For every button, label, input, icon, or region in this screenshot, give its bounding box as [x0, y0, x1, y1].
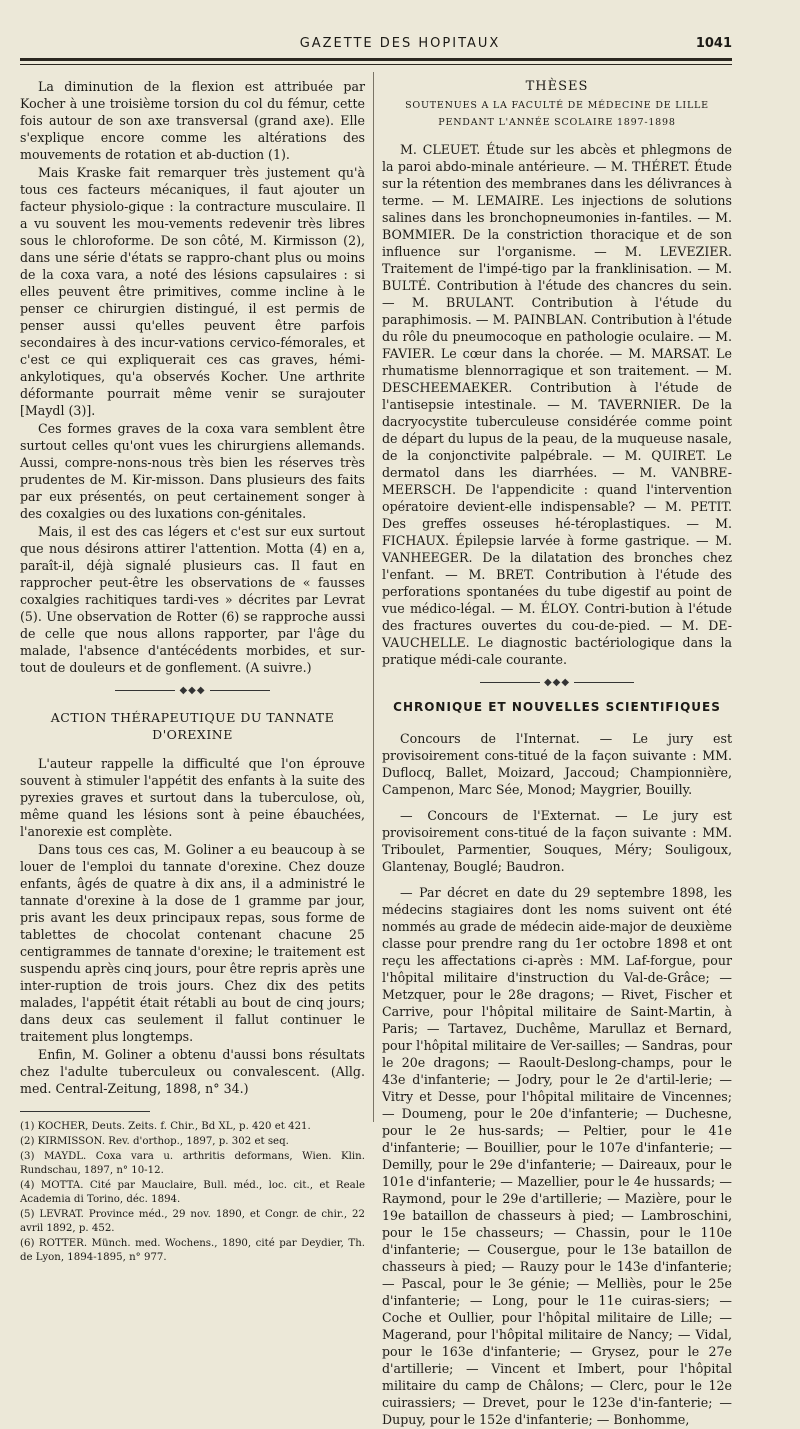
footnote: (3) MAYDL. Coxa vara u. arthritis deformans, Wien. Klin. Rundschau, 1897, n° 10-12. [20, 1151, 365, 1176]
paragraph: Mais, il est des cas légers et c'est sur eux surtout que nous désirons attirer l'attention. Motta (4) en a, paraît-il, déjà signalé plusieurs cas. Il faut en rapprocher peut-être les observations de « fausses coxalgies rachitiques tardi-ves » décrites par Levrat (5). Une observation de Rotter (6) se rapproche aussi de celle que nous allons rapporter, par l'âge du malade, l'absence d'antécédents morbides, et sur-tout de douleurs et de gonflement. (A suivre.) [20, 524, 365, 675]
page-number: 1041 [695, 36, 732, 51]
left-column [20, 78, 365, 1266]
paragraph: — Concours de l'Externat. — Le jury est provisoirement cons-titué de la façon suivante : MM. Triboulet, Parmentier, Souques, Méry; Souligoux, Glantenay, Bouglé; Baudron. [382, 808, 732, 874]
column-divider [373, 72, 374, 1122]
section-ornament: ◆◆◆ [382, 674, 732, 691]
section-title-chronique: CHRONIQUE ET NOUVELLES SCIENTIFIQUES [393, 700, 721, 714]
footnote: (5) LEVRAT. Province méd., 29 nov. 1890, et Congr. de chir., 22 avril 1892, p. 452. [20, 1209, 365, 1234]
footnote: (2) KIRMISSON. Rev. d'orthop., 1897, p. 302 et seq. [20, 1136, 289, 1147]
journal-title: GAZETTE DES HOPITAUX [299, 36, 501, 51]
paragraph: — Par décret en date du 29 septembre 1898, les médecins stagiaires dont les noms suivent ont été nommés au grade de médecin aide-major de deuxième classe pour prendre rang du 1er octobre 1898 et ont reçu les affectations ci-après : MM. Laf-forgue, pour l'hôpital militaire d'instruction du Val-de-Grâce; — Metzquer, pour le 28e dragons; — Rivet, Fischer et Carrive, pour l'hôpital militaire de Saint-Martin, à Paris; — Tartavez, Duchême, Marullaz et Bernard, pour l'hôpital militaire de Ver-sailles; — Sandras, pour le 20e dragons; — Raoult-Deslong-champs, pour le 43e d'infanterie; — Jodry, pour le 2e d'artil-lerie; — Vitry et Desse, pour l'hôpital militaire de Vincennes; — Doumeng, pour le 20e d'infanterie; — Duchesne, pour le 2e hus-sards; — Peltier, pour le 41e d'infanterie; — Bouillier, pour le 107e d'infanterie; — Demilly, pour le 29e d'infanterie; — Daireaux, pour le 101e d'infanterie; — Mazellier, pour le 4e hussards; — Raymond, pour le 29e d'artillerie; — Mazière, pour le 19e bataillon de chasseurs à pied; — Lambroschini, pour le 15e chasseurs; — Chassin, pour le 110e d'infanterie; — Cousergue, pour le 13e bataillon de chasseurs à pied; — Rauzy pour le 143e d'infanterie; — Pascal, pour le 3e génie; — Melliès, pour le 25e d'infanterie; — Long, pour le 11e cuiras-siers; — Coche et Oullier, pour l'hôpital militaire de Lille; — Magerand, pour l'hôpital militaire de Nancy; — Vidal, pour le 163e d'infanterie; — Grysez, pour le 27e d'artillerie; — Vincent et Imbert, pour l'hôpital militaire du camp de Châlons; — Clerc, pour le 12e cuirassiers; — Drevet, pour le 123e d'in-fanterie; — Dupuy, pour le 152e d'infanterie; — Bonhomme, [382, 885, 732, 1427]
theses-subtitle: PENDANT L'ANNÉE SCOLAIRE 1897-1898 [438, 117, 676, 128]
section-ornament: ◆◆◆ [20, 682, 365, 699]
paragraph: La diminution de la flexion est attribuée par Kocher à une troisième torsion du col du fémur, cette fois autour de son axe transversal (grand axe). Elle s'explique encore comme les altérations des mouvements de rotation et ab-duction (1). [20, 79, 365, 162]
theses-subtitle: SOUTENUES A LA FACULTÉ DE MÉDECINE DE LILLE [405, 100, 709, 111]
footnotes-rule [20, 1111, 150, 1112]
theses-title: THÈSES [525, 79, 589, 94]
right-column [382, 78, 732, 1429]
footnote: (6) ROTTER. Münch. med. Wochens., 1890, cité par Deydier, Th. de Lyon, 1894-1895, n° 977. [20, 1238, 365, 1263]
paragraph: Dans tous ces cas, M. Goliner a eu beaucoup à se louer de l'emploi du tannate d'orexine. Chez douze enfants, âgés de quatre à dix ans, il a administré le tannate d'orexine à la dose de 1 gramme par jour, pris avant les deux principaux repas, sous forme de tablettes de chocolat contenant chacune 25 centigrammes de tannate d'orexine; le traitement est suspendu après cinq jours, pour être repris après une inter-ruption de trois jours. Chez dix des petits malades, l'appétit était rétabli au bout de cinq jours; dans deux cas seulement il fallut continuer le traitement plus longtemps. [20, 842, 365, 1044]
footnote: (1) KOCHER, Deuts. Zeits. f. Chir., Bd XL, p. 420 et 421. [20, 1121, 311, 1132]
paragraph: Ces formes graves de la coxa vara semblent être surtout celles qu'ont vues les chirurgiens allemands. Aussi, compre-nons-nous très bien les réserves très prudentes de M. Kir-misson. Dans plusieurs des faits par eux présentés, on peut certainement songer à des coxalgies ou des luxations con-génitales. [20, 421, 365, 521]
paragraph: L'auteur rappelle la difficulté que l'on éprouve souvent à stimuler l'appétit des enfants à la suite des pyrexies graves et surtout dans la tuberculose, où, même quand les lésions sont à peine ébauchées, l'anorexie est complète. [20, 756, 365, 839]
paragraph: Mais Kraske fait remarquer très justement qu'à tous ces facteurs mécaniques, il faut ajouter un facteur physiolo-gique : la contracture musculaire. Il a vu souvent les mou-vements redevenir très libres sous le chloroforme. De son côté, M. Kirmisson (2), dans une série d'états se rappro-chant plus ou moins de la coxa vara, a noté des lésions capsulaires : si elles peuvent être primitives, comme incline à le penser ce chirurgien distingué, il est permis de penser aussi qu'elles peuvent être parfois secondaires à des incur-vations cervico-fémorales, et c'est ce qui expliquerait ces cas graves, hémi-ankylotiques, qu'a observés Kocher. Une arthrite déformante pourrait même venir se surajouter [Maydl (3)]. [20, 165, 365, 418]
section-title-orexine: ACTION THÉRAPEUTIQUE DU TANNATE D'OREXINE [50, 710, 335, 742]
paragraph: Concours de l'Internat. — Le jury est provisoirement cons-titué de la façon suivante : MM. Duflocq, Ballet, Moizard, Jaccoud; Championnière, Campenon, Marc Sée, Monod; Maygrier, Bouilly. [382, 731, 732, 797]
page-header [0, 30, 800, 60]
paragraph: Enfin, M. Goliner a obtenu d'aussi bons résultats chez l'adulte tuberculeux ou convalescent. (Allg. med. Central-Zeitung, 1898, n° 34.) [20, 1047, 365, 1096]
header-rule-thin [20, 64, 732, 65]
footnote: (4) MOTTA. Cité par Mauclaire, Bull. méd., loc. cit., et Reale Academia di Torino, déc. 1894. [20, 1180, 365, 1205]
theses-list: M. CLEUET. Étude sur les abcès et phlegmons de la paroi abdo-minale antérieure. — M. THÉRET. Étude sur la rétention des membranes dans les délivrances à terme. — M. LEMAIRE. Les injections de solutions salines dans les bronchopneumonies in-fantiles. — M. BOMMIER. De la constriction thoracique et de son influence sur l'organisme. — M. LEVEZIER. Traitement de l'impé-tigo par la franklinisation. — M. BULTÉ. Contribution à l'étude des chancres du sein. — M. BRULANT. Contribution à l'étude du paraphimosis. — M. PAINBLAN. Contribution à l'étude du rôle du pneumocoque en pathologie oculaire. — M. FAVIER. Le cœur dans la chorée. — M. MARSAT. Le rhumatisme blennorragique et son traitement. — M. DESCHEEMAEKER. Contribution à l'étude de l'antisepsie intestinale. — M. TAVERNIER. De la dacryocystite tuberculeuse considérée comme point de départ du lupus de la peau, de la muqueuse nasale, de la conjonctivite palpébrale. — M. QUIRET. Le dermatol dans les diarrhées. — M. VANBRE-MEERSCH. De l'appendicite : quand l'intervention opératoire devient-elle indispensable? — M. PETIT. Des greffes osseuses hé-téroplastiques. — M. FICHAUX. Épilepsie larvée à forme gastrique. — M. VANHEEGER. De la dilatation des bronches chez l'enfant. — M. BRET. Contribution à l'étude des perforations spontanées du tube digestif au point de vue médico-légal. — M. ÉLOY. Contri-bution à l'étude des fractures ouvertes du cou-de-pied. — M. DE-VAUCHELLE. Le diagnostic bactériologique dans la pratique médi-cale courante. [382, 142, 732, 667]
header-rule [20, 58, 732, 61]
footnotes [20, 1120, 365, 1265]
